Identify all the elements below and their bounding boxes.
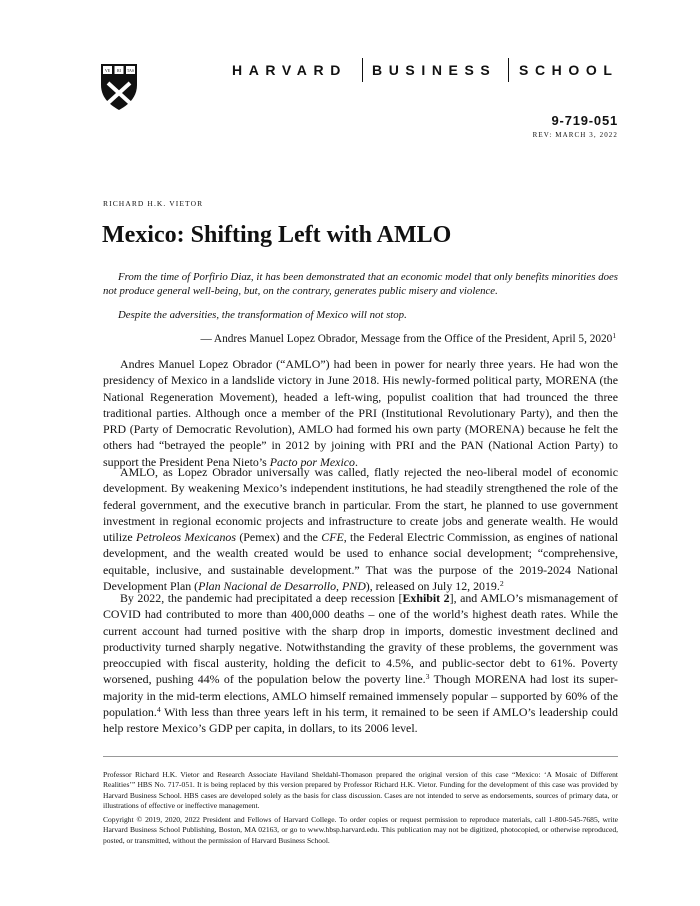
case-number: 9-719-051: [551, 113, 618, 128]
italic-term: Petroleos Mexicanos: [136, 530, 237, 545]
footnote-ref: 4: [156, 705, 161, 715]
school-word-school: SCHOOL: [519, 62, 619, 78]
header-separator: [362, 58, 363, 82]
italic-term: Plan Nacional de Desarrollo, PND: [198, 579, 366, 594]
body-paragraph: AMLO, as Lopez Obrador universally was called, flatly rejected the neo-liberal model of economic development. By weakening Mexico’s independent institutions, he had steadily strengthened the role of the federal government, and the executive branch in particular. From the start, he planned to use government investment in regional economic projects and infrastructure to create jobs and generate wealth. He would utilize Petroleos Mexicanos (Pemex) and the CFE, the Federal Electric Commission, as engines of national development, and the wealth created would be used to enhance social development; “comprehensive, equitable, inclusive, and sustainable development.” That was the purpose of the 2019-2024 National Development Plan (Plan Nacional de Desarrollo, PND), released on July 12, 2019.$^2$: [103, 465, 619, 594]
school-word-harvard: HARVARD: [232, 62, 347, 78]
attribution-text: — Andres Manuel Lopez Obrador, Message from the Office of the President, April 5, 2020: [200, 333, 613, 345]
body-paragraph: By 2022, the pandemic had precipitated a deep recession [Exhibit 2], and AMLO’s mismanagement of COVID had contributed to more than 400,000 deaths – one of the world’s highest death rates. While the current account had turned positive with the sharp drop in imports, domestic investment declined and productivity turned sharply negative. Notwithstanding the gravity of these problems, the government was preoccupied with fiscal austerity, holding the deficit to 4.5%, and public-sector debt to 61%. Poverty worsened, pushing 44% of the population below the poverty line.$^3$ Though MORENA had lost its super-majority in the mid-term elections, AMLO himself remained immensely popular – supported by 60% of the population.$^4$ With less than three years left in his term, it remained to be seen if AMLO’s leadership could help restore Mexico’s GDP per capita, in dollars, to its 2006 level.: [103, 591, 618, 736]
footnote-ref: 2: [499, 579, 504, 589]
epigraph-quote: Despite the adversities, the transformation of Mexico will not stop.: [118, 309, 407, 321]
shield-text-ri: RI: [117, 68, 121, 74]
page-title: Mexico: Shifting Left with AMLO: [102, 222, 452, 248]
harvard-shield-icon: [100, 63, 138, 111]
revision-date: REV: MARCH 3, 2022: [532, 131, 618, 139]
shield-text-tas: TAS: [126, 68, 135, 74]
school-word-business: BUSINESS: [372, 62, 497, 78]
footer-divider: [103, 756, 618, 757]
epigraph-attribution: [200, 333, 616, 345]
author-name: RICHARD H.K. VIETOR: [103, 199, 204, 208]
shield-text-ve: VE: [104, 68, 111, 74]
header-separator: [508, 58, 509, 82]
italic-term: CFE: [321, 530, 344, 545]
footnote-ref: 1: [612, 331, 616, 340]
copyright-notice: Copyright © 2019, 2020, 2022 President and Fellows of Harvard College. To order copies or request permission to reproduce materials, call 1-800-545-7685, write Harvard Business School Publishing, Boston, MA 02163, or go to www.hbsp.harvard.edu. This publication may not be digitized, photocopied, or otherwise reproduced, posted, or transmitted, without the permission of Harvard Business School.: [103, 815, 618, 845]
body-paragraph: Andres Manuel Lopez Obrador (“AMLO”) had been in power for nearly three years. He had won the presidency of Mexico in a landslide victory in June 2018. His newly-formed political party, MORENA (the National Regeneration Movement), headed a left-wing, populist coalition that had trounced the three traditional parties. Although once a member of the PRI (Institutional Revolutionary Party), and then the PRD (Party of Democratic Revolution), AMLO had formed his own party (MORENA) because he felt the others had “betrayed the people” in 2012 by joining with PRI and the PAN (National Action Party) to support the President Pena Nieto’s Pacto por Mexico.: [103, 357, 618, 469]
exhibit-reference: Exhibit 2: [402, 591, 450, 605]
footnote-ref: 3: [425, 672, 430, 682]
case-credit-note: Professor Richard H.K. Vietor and Research Associate Haviland Sheldahl-Thomason prepared the original version of this case “Mexico: ‘A Mosaic of Different Realities’” HBS No. 717-051. It is being replaced by this version prepared by Professor Richard H.K. Vietor. Funding for the development of this case was provided by Harvard Business School. HBS cases are developed solely as the basis for class discussion. Cases are not intended to serve as endorsements, sources of primary data, or illustrations of effective or ineffective management.: [103, 770, 618, 811]
italic-term: Pacto por Mexico: [269, 454, 355, 469]
epigraph-quote: From the time of Porfirio Diaz, it has been demonstrated that an economic model that only benefits minorities does not produce general well-being, but, on the contrary, generates public misery and violence.: [103, 271, 618, 298]
